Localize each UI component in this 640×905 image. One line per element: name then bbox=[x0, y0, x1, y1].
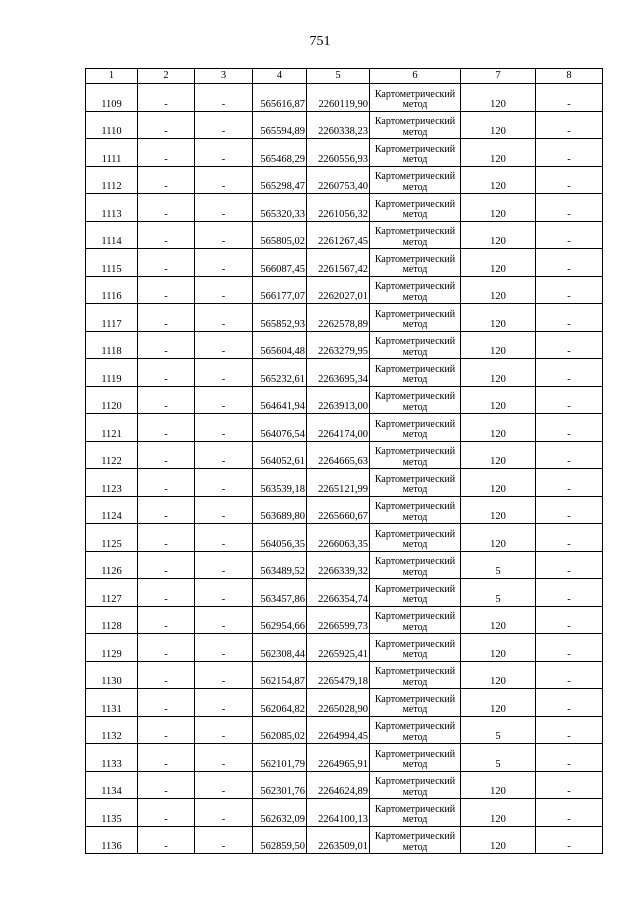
y-coordinate-cell: 2264174,00 bbox=[307, 414, 370, 442]
column-header: 4 bbox=[253, 69, 307, 84]
cell-col8: - bbox=[536, 689, 603, 717]
cell-col3: - bbox=[195, 551, 253, 579]
table-row bbox=[86, 221, 603, 249]
y-coordinate-cell: 2265925,41 bbox=[307, 634, 370, 662]
coordinates-table bbox=[85, 68, 603, 854]
cell-col8: - bbox=[536, 166, 603, 194]
cell-col2: - bbox=[138, 441, 195, 469]
x-coordinate-cell: 562859,50 bbox=[253, 826, 307, 854]
method-cell: Картометрический метод bbox=[370, 661, 461, 689]
column-header: 8 bbox=[536, 69, 603, 84]
cell-col3: - bbox=[195, 276, 253, 304]
cell-col3: - bbox=[195, 744, 253, 772]
cell-col8: - bbox=[536, 221, 603, 249]
x-coordinate-cell: 565616,87 bbox=[253, 84, 307, 112]
column-header: 3 bbox=[195, 69, 253, 84]
point-number-cell: 1119 bbox=[86, 359, 138, 387]
table-row bbox=[86, 716, 603, 744]
column-header: 7 bbox=[461, 69, 536, 84]
method-cell: Картометрический метод bbox=[370, 689, 461, 717]
cell-col8: - bbox=[536, 744, 603, 772]
method-cell: Картометрический метод bbox=[370, 496, 461, 524]
y-coordinate-cell: 2266599,73 bbox=[307, 606, 370, 634]
cell-col8: - bbox=[536, 826, 603, 854]
table-row bbox=[86, 441, 603, 469]
point-number-cell: 1128 bbox=[86, 606, 138, 634]
point-number-cell: 1118 bbox=[86, 331, 138, 359]
x-coordinate-cell: 566177,07 bbox=[253, 276, 307, 304]
cell-col2: - bbox=[138, 771, 195, 799]
cell-col2: - bbox=[138, 689, 195, 717]
y-coordinate-cell: 2262027,01 bbox=[307, 276, 370, 304]
cell-col8: - bbox=[536, 139, 603, 167]
point-number-cell: 1133 bbox=[86, 744, 138, 772]
cell-col2: - bbox=[138, 469, 195, 497]
accuracy-cell: 120 bbox=[461, 386, 536, 414]
y-coordinate-cell: 2264624,89 bbox=[307, 771, 370, 799]
method-cell: Картометрический метод bbox=[370, 634, 461, 662]
x-coordinate-cell: 564076,54 bbox=[253, 414, 307, 442]
cell-col8: - bbox=[536, 84, 603, 112]
accuracy-cell: 120 bbox=[461, 771, 536, 799]
x-coordinate-cell: 565805,02 bbox=[253, 221, 307, 249]
method-cell: Картометрический метод bbox=[370, 139, 461, 167]
y-coordinate-cell: 2261267,45 bbox=[307, 221, 370, 249]
accuracy-cell: 120 bbox=[461, 194, 536, 222]
table-row bbox=[86, 744, 603, 772]
cell-col3: - bbox=[195, 661, 253, 689]
cell-col8: - bbox=[536, 414, 603, 442]
accuracy-cell: 5 bbox=[461, 551, 536, 579]
point-number-cell: 1131 bbox=[86, 689, 138, 717]
header-row bbox=[86, 69, 603, 84]
cell-col3: - bbox=[195, 469, 253, 497]
table-row bbox=[86, 551, 603, 579]
cell-col8: - bbox=[536, 634, 603, 662]
table-row bbox=[86, 166, 603, 194]
x-coordinate-cell: 562085,02 bbox=[253, 716, 307, 744]
cell-col2: - bbox=[138, 414, 195, 442]
y-coordinate-cell: 2264100,13 bbox=[307, 799, 370, 827]
point-number-cell: 1126 bbox=[86, 551, 138, 579]
y-coordinate-cell: 2263509,01 bbox=[307, 826, 370, 854]
cell-col2: - bbox=[138, 744, 195, 772]
cell-col3: - bbox=[195, 689, 253, 717]
cell-col2: - bbox=[138, 799, 195, 827]
point-number-cell: 1116 bbox=[86, 276, 138, 304]
x-coordinate-cell: 565232,61 bbox=[253, 359, 307, 387]
x-coordinate-cell: 564641,94 bbox=[253, 386, 307, 414]
column-header: 5 bbox=[307, 69, 370, 84]
table-body bbox=[86, 84, 603, 854]
y-coordinate-cell: 2265479,18 bbox=[307, 661, 370, 689]
point-number-cell: 1110 bbox=[86, 111, 138, 139]
y-coordinate-cell: 2260753,40 bbox=[307, 166, 370, 194]
cell-col3: - bbox=[195, 496, 253, 524]
table-row bbox=[86, 386, 603, 414]
point-number-cell: 1130 bbox=[86, 661, 138, 689]
point-number-cell: 1122 bbox=[86, 441, 138, 469]
table-row bbox=[86, 661, 603, 689]
x-coordinate-cell: 565594,89 bbox=[253, 111, 307, 139]
cell-col3: - bbox=[195, 579, 253, 607]
cell-col8: - bbox=[536, 194, 603, 222]
cell-col3: - bbox=[195, 524, 253, 552]
x-coordinate-cell: 563689,80 bbox=[253, 496, 307, 524]
accuracy-cell: 120 bbox=[461, 826, 536, 854]
table-row bbox=[86, 276, 603, 304]
table-row bbox=[86, 689, 603, 717]
table-row bbox=[86, 331, 603, 359]
column-header: 2 bbox=[138, 69, 195, 84]
method-cell: Картометрический метод bbox=[370, 386, 461, 414]
cell-col2: - bbox=[138, 579, 195, 607]
y-coordinate-cell: 2264665,63 bbox=[307, 441, 370, 469]
method-cell: Картометрический метод bbox=[370, 551, 461, 579]
cell-col8: - bbox=[536, 771, 603, 799]
x-coordinate-cell: 563457,86 bbox=[253, 579, 307, 607]
page-number: 751 bbox=[309, 34, 331, 49]
x-coordinate-cell: 562308,44 bbox=[253, 634, 307, 662]
point-number-cell: 1127 bbox=[86, 579, 138, 607]
accuracy-cell: 120 bbox=[461, 359, 536, 387]
y-coordinate-cell: 2262578,89 bbox=[307, 304, 370, 332]
method-cell: Картометрический метод bbox=[370, 469, 461, 497]
cell-col3: - bbox=[195, 304, 253, 332]
y-coordinate-cell: 2266063,35 bbox=[307, 524, 370, 552]
accuracy-cell: 120 bbox=[461, 469, 536, 497]
accuracy-cell: 120 bbox=[461, 799, 536, 827]
accuracy-cell: 5 bbox=[461, 744, 536, 772]
cell-col8: - bbox=[536, 551, 603, 579]
y-coordinate-cell: 2260119,90 bbox=[307, 84, 370, 112]
accuracy-cell: 5 bbox=[461, 579, 536, 607]
cell-col3: - bbox=[195, 221, 253, 249]
cell-col2: - bbox=[138, 634, 195, 662]
accuracy-cell: 120 bbox=[461, 496, 536, 524]
y-coordinate-cell: 2261056,32 bbox=[307, 194, 370, 222]
cell-col8: - bbox=[536, 331, 603, 359]
y-coordinate-cell: 2263279,95 bbox=[307, 331, 370, 359]
accuracy-cell: 120 bbox=[461, 524, 536, 552]
point-number-cell: 1111 bbox=[86, 139, 138, 167]
method-cell: Картометрический метод bbox=[370, 716, 461, 744]
accuracy-cell: 120 bbox=[461, 606, 536, 634]
cell-col2: - bbox=[138, 359, 195, 387]
table-row bbox=[86, 799, 603, 827]
cell-col3: - bbox=[195, 799, 253, 827]
y-coordinate-cell: 2265660,67 bbox=[307, 496, 370, 524]
cell-col3: - bbox=[195, 771, 253, 799]
x-coordinate-cell: 562954,66 bbox=[253, 606, 307, 634]
method-cell: Картометрический метод bbox=[370, 111, 461, 139]
y-coordinate-cell: 2263695,34 bbox=[307, 359, 370, 387]
cell-col3: - bbox=[195, 441, 253, 469]
y-coordinate-cell: 2260556,93 bbox=[307, 139, 370, 167]
table-row bbox=[86, 414, 603, 442]
cell-col2: - bbox=[138, 276, 195, 304]
point-number-cell: 1125 bbox=[86, 524, 138, 552]
cell-col3: - bbox=[195, 606, 253, 634]
method-cell: Картометрический метод bbox=[370, 524, 461, 552]
method-cell: Картометрический метод bbox=[370, 194, 461, 222]
table-header bbox=[86, 69, 603, 84]
table-row bbox=[86, 469, 603, 497]
y-coordinate-cell: 2264965,91 bbox=[307, 744, 370, 772]
cell-col8: - bbox=[536, 249, 603, 277]
method-cell: Картометрический метод bbox=[370, 304, 461, 332]
cell-col8: - bbox=[536, 111, 603, 139]
cell-col2: - bbox=[138, 606, 195, 634]
x-coordinate-cell: 565320,33 bbox=[253, 194, 307, 222]
y-coordinate-cell: 2266354,74 bbox=[307, 579, 370, 607]
method-cell: Картометрический метод bbox=[370, 579, 461, 607]
accuracy-cell: 120 bbox=[461, 221, 536, 249]
accuracy-cell: 120 bbox=[461, 139, 536, 167]
point-number-cell: 1117 bbox=[86, 304, 138, 332]
accuracy-cell: 120 bbox=[461, 441, 536, 469]
point-number-cell: 1112 bbox=[86, 166, 138, 194]
point-number-cell: 1114 bbox=[86, 221, 138, 249]
cell-col8: - bbox=[536, 799, 603, 827]
method-cell: Картометрический метод bbox=[370, 414, 461, 442]
accuracy-cell: 120 bbox=[461, 689, 536, 717]
x-coordinate-cell: 564056,35 bbox=[253, 524, 307, 552]
cell-col2: - bbox=[138, 496, 195, 524]
cell-col8: - bbox=[536, 524, 603, 552]
point-number-cell: 1115 bbox=[86, 249, 138, 277]
x-coordinate-cell: 562154,87 bbox=[253, 661, 307, 689]
y-coordinate-cell: 2261567,42 bbox=[307, 249, 370, 277]
cell-col8: - bbox=[536, 469, 603, 497]
table-row bbox=[86, 579, 603, 607]
x-coordinate-cell: 566087,45 bbox=[253, 249, 307, 277]
table-row bbox=[86, 249, 603, 277]
x-coordinate-cell: 565852,93 bbox=[253, 304, 307, 332]
method-cell: Картометрический метод bbox=[370, 799, 461, 827]
point-number-cell: 1129 bbox=[86, 634, 138, 662]
table-row bbox=[86, 634, 603, 662]
point-number-cell: 1136 bbox=[86, 826, 138, 854]
accuracy-cell: 120 bbox=[461, 249, 536, 277]
method-cell: Картометрический метод bbox=[370, 744, 461, 772]
table-row bbox=[86, 139, 603, 167]
cell-col3: - bbox=[195, 139, 253, 167]
table-row bbox=[86, 771, 603, 799]
accuracy-cell: 120 bbox=[461, 414, 536, 442]
point-number-cell: 1124 bbox=[86, 496, 138, 524]
accuracy-cell: 120 bbox=[461, 304, 536, 332]
cell-col8: - bbox=[536, 441, 603, 469]
accuracy-cell: 120 bbox=[461, 661, 536, 689]
point-number-cell: 1132 bbox=[86, 716, 138, 744]
cell-col2: - bbox=[138, 331, 195, 359]
point-number-cell: 1109 bbox=[86, 84, 138, 112]
x-coordinate-cell: 562301,76 bbox=[253, 771, 307, 799]
table-row bbox=[86, 606, 603, 634]
cell-col3: - bbox=[195, 716, 253, 744]
cell-col8: - bbox=[536, 579, 603, 607]
point-number-cell: 1121 bbox=[86, 414, 138, 442]
accuracy-cell: 120 bbox=[461, 84, 536, 112]
cell-col2: - bbox=[138, 386, 195, 414]
cell-col2: - bbox=[138, 661, 195, 689]
cell-col2: - bbox=[138, 304, 195, 332]
x-coordinate-cell: 565604,48 bbox=[253, 331, 307, 359]
cell-col3: - bbox=[195, 84, 253, 112]
point-number-cell: 1120 bbox=[86, 386, 138, 414]
cell-col2: - bbox=[138, 221, 195, 249]
cell-col2: - bbox=[138, 194, 195, 222]
x-coordinate-cell: 562064,82 bbox=[253, 689, 307, 717]
method-cell: Картометрический метод bbox=[370, 606, 461, 634]
cell-col2: - bbox=[138, 111, 195, 139]
y-coordinate-cell: 2265028,90 bbox=[307, 689, 370, 717]
y-coordinate-cell: 2265121,99 bbox=[307, 469, 370, 497]
table-row bbox=[86, 826, 603, 854]
table-row bbox=[86, 194, 603, 222]
table-row bbox=[86, 84, 603, 112]
y-coordinate-cell: 2264994,45 bbox=[307, 716, 370, 744]
table-row bbox=[86, 111, 603, 139]
method-cell: Картометрический метод bbox=[370, 166, 461, 194]
cell-col2: - bbox=[138, 524, 195, 552]
cell-col8: - bbox=[536, 276, 603, 304]
cell-col8: - bbox=[536, 359, 603, 387]
cell-col3: - bbox=[195, 634, 253, 662]
cell-col8: - bbox=[536, 606, 603, 634]
cell-col3: - bbox=[195, 166, 253, 194]
method-cell: Картометрический метод bbox=[370, 771, 461, 799]
method-cell: Картометрический метод bbox=[370, 84, 461, 112]
method-cell: Картометрический метод bbox=[370, 441, 461, 469]
y-coordinate-cell: 2263913,00 bbox=[307, 386, 370, 414]
point-number-cell: 1134 bbox=[86, 771, 138, 799]
point-number-cell: 1135 bbox=[86, 799, 138, 827]
accuracy-cell: 120 bbox=[461, 166, 536, 194]
cell-col8: - bbox=[536, 386, 603, 414]
cell-col3: - bbox=[195, 386, 253, 414]
accuracy-cell: 120 bbox=[461, 634, 536, 662]
cell-col2: - bbox=[138, 166, 195, 194]
accuracy-cell: 120 bbox=[461, 276, 536, 304]
point-number-cell: 1123 bbox=[86, 469, 138, 497]
column-header: 6 bbox=[370, 69, 461, 84]
x-coordinate-cell: 562101,79 bbox=[253, 744, 307, 772]
cell-col8: - bbox=[536, 496, 603, 524]
x-coordinate-cell: 563539,18 bbox=[253, 469, 307, 497]
y-coordinate-cell: 2266339,32 bbox=[307, 551, 370, 579]
cell-col3: - bbox=[195, 331, 253, 359]
cell-col3: - bbox=[195, 249, 253, 277]
x-coordinate-cell: 564052,61 bbox=[253, 441, 307, 469]
table-row bbox=[86, 359, 603, 387]
cell-col2: - bbox=[138, 716, 195, 744]
method-cell: Картометрический метод bbox=[370, 826, 461, 854]
method-cell: Картометрический метод bbox=[370, 221, 461, 249]
cell-col2: - bbox=[138, 139, 195, 167]
table-row bbox=[86, 304, 603, 332]
cell-col8: - bbox=[536, 716, 603, 744]
accuracy-cell: 120 bbox=[461, 331, 536, 359]
x-coordinate-cell: 565298,47 bbox=[253, 166, 307, 194]
method-cell: Картометрический метод bbox=[370, 331, 461, 359]
cell-col2: - bbox=[138, 551, 195, 579]
table-row bbox=[86, 496, 603, 524]
method-cell: Картометрический метод bbox=[370, 359, 461, 387]
column-header: 1 bbox=[86, 69, 138, 84]
cell-col2: - bbox=[138, 249, 195, 277]
accuracy-cell: 5 bbox=[461, 716, 536, 744]
cell-col3: - bbox=[195, 359, 253, 387]
method-cell: Картометрический метод bbox=[370, 276, 461, 304]
cell-col8: - bbox=[536, 304, 603, 332]
x-coordinate-cell: 563489,52 bbox=[253, 551, 307, 579]
cell-col8: - bbox=[536, 661, 603, 689]
cell-col2: - bbox=[138, 84, 195, 112]
point-number-cell: 1113 bbox=[86, 194, 138, 222]
x-coordinate-cell: 565468,29 bbox=[253, 139, 307, 167]
x-coordinate-cell: 562632,09 bbox=[253, 799, 307, 827]
accuracy-cell: 120 bbox=[461, 111, 536, 139]
cell-col3: - bbox=[195, 826, 253, 854]
cell-col3: - bbox=[195, 194, 253, 222]
cell-col3: - bbox=[195, 111, 253, 139]
table-row bbox=[86, 524, 603, 552]
y-coordinate-cell: 2260338,23 bbox=[307, 111, 370, 139]
method-cell: Картометрический метод bbox=[370, 249, 461, 277]
cell-col3: - bbox=[195, 414, 253, 442]
cell-col2: - bbox=[138, 826, 195, 854]
